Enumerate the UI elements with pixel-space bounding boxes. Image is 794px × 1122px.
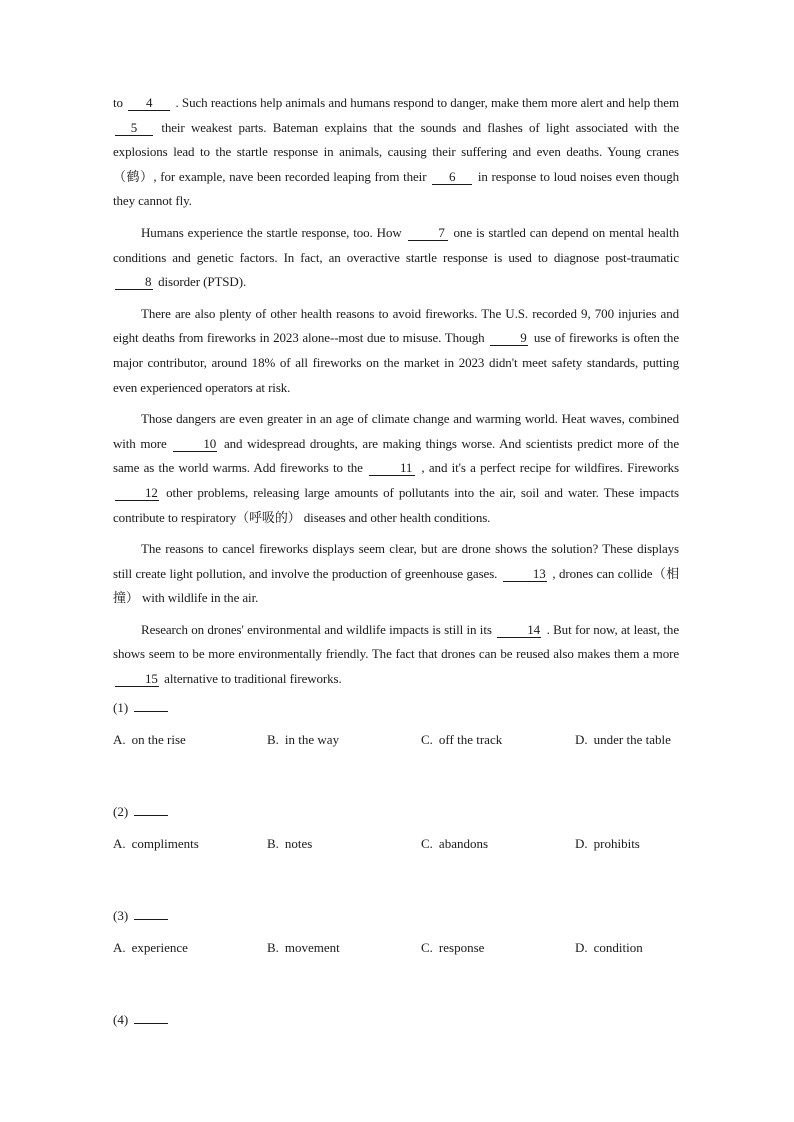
question-number: (1) bbox=[113, 699, 679, 717]
question-1 bbox=[113, 699, 679, 749]
blank-13: 13 bbox=[503, 567, 547, 582]
option-a[interactable]: A. experience bbox=[113, 939, 188, 955]
paragraph-1 bbox=[113, 91, 679, 214]
question-3 bbox=[113, 907, 679, 957]
paragraph-4 bbox=[113, 407, 679, 530]
text: , and it's a perfect recipe for wildfires. Fireworks bbox=[417, 460, 679, 476]
question-number: (3) bbox=[113, 907, 679, 925]
text: use of fireworks is often the major contributor, around 18% of all fireworks on the market in 2023 didn't meet safety standards, putting even experienced operators at risk. bbox=[113, 330, 679, 395]
option-b[interactable]: B. movement bbox=[267, 939, 340, 955]
question-4 bbox=[113, 1011, 679, 1029]
options-row bbox=[113, 939, 679, 957]
blank-11: 11 bbox=[369, 461, 415, 476]
blank-10: 10 bbox=[173, 437, 217, 452]
paragraph-2 bbox=[113, 221, 679, 295]
answer-blank[interactable] bbox=[134, 803, 168, 816]
question-2 bbox=[113, 803, 679, 853]
blank-8: 8 bbox=[115, 275, 153, 290]
answer-blank[interactable] bbox=[134, 699, 168, 712]
question-number: (4) bbox=[113, 1011, 679, 1029]
option-c[interactable]: C. response bbox=[421, 939, 485, 955]
option-a[interactable]: A. compliments bbox=[113, 835, 199, 851]
blank-4: 4 bbox=[128, 96, 170, 111]
blank-5: 5 bbox=[115, 121, 153, 136]
option-d[interactable]: D. under the table bbox=[575, 731, 671, 747]
options-row bbox=[113, 731, 679, 749]
text: , drones can collide（相撞） with wildlife in the air. bbox=[113, 565, 679, 606]
exam-page bbox=[113, 91, 679, 1029]
option-d[interactable]: D. prohibits bbox=[575, 835, 640, 851]
blank-15: 15 bbox=[115, 672, 159, 687]
text: other problems, releasing large amounts of pollutants into the air, soil and water. These impacts contribute to respiratory（呼吸的） diseases and other health conditions. bbox=[113, 484, 679, 525]
text: Humans experience the startle response, too. How bbox=[141, 224, 406, 240]
option-d[interactable]: D. condition bbox=[575, 939, 643, 955]
blank-14: 14 bbox=[497, 623, 541, 638]
answer-blank[interactable] bbox=[134, 907, 168, 920]
paragraph-6 bbox=[113, 618, 679, 692]
text: Research on drones' environmental and wildlife impacts is still in its bbox=[141, 621, 496, 637]
text: one is startled can depend on mental health conditions and genetic factors. In fact, an overactive startle response is used to diagnose post-traumatic bbox=[113, 224, 679, 265]
text: their weakest parts. Bateman explains that the sounds and flashes of light associated with the explosions lead to the startle response in animals, causing their suffering and even deaths. Young cranes（鹤）, for example, nave been recorded leaping from their bbox=[113, 119, 679, 184]
blank-12: 12 bbox=[115, 486, 159, 501]
text: in response to loud noises even though they cannot fly. bbox=[113, 168, 680, 209]
blank-7: 7 bbox=[408, 226, 448, 241]
question-number: (2) bbox=[113, 803, 679, 821]
option-b[interactable]: B. in the way bbox=[267, 731, 340, 747]
answer-blank[interactable] bbox=[134, 1011, 168, 1024]
text: . But for now, at least, the shows seem to be more environmentally friendly. The fact that drones can be reused also makes them a more bbox=[113, 621, 680, 662]
text: and widespread droughts, are making things worse. And scientists predict more of the same as the world warms. Add fireworks to the bbox=[113, 435, 679, 476]
options-row bbox=[113, 835, 679, 853]
text: disorder (PTSD). bbox=[155, 274, 247, 290]
blank-9: 9 bbox=[490, 331, 528, 346]
option-c[interactable]: C. off the track bbox=[421, 731, 503, 747]
text: to bbox=[113, 95, 127, 110]
text: There are also plenty of other health reasons to avoid fireworks. The U.S. recorded 9, 700 injuries and eight deaths from fireworks in 2023 alone--most due to misuse. Though bbox=[113, 305, 679, 346]
option-a[interactable]: A. on the rise bbox=[113, 731, 186, 747]
text: alternative to traditional fireworks. bbox=[161, 671, 342, 687]
text: The reasons to cancel fireworks displays seem clear, but are drone shows the solution? These displays still create light pollution, and involve the production of greenhouse gases. bbox=[113, 541, 679, 581]
option-c[interactable]: C. abandons bbox=[421, 835, 489, 851]
text: Those dangers are even greater in an age of climate change and warming world. Heat waves, combined with more bbox=[113, 411, 679, 451]
text: . Such reactions help animals and humans respond to danger, make them more alert and help them bbox=[172, 95, 679, 110]
blank-6: 6 bbox=[432, 170, 472, 185]
paragraph-5 bbox=[113, 537, 679, 611]
option-b[interactable]: B. notes bbox=[267, 835, 313, 851]
paragraph-3 bbox=[113, 302, 679, 400]
